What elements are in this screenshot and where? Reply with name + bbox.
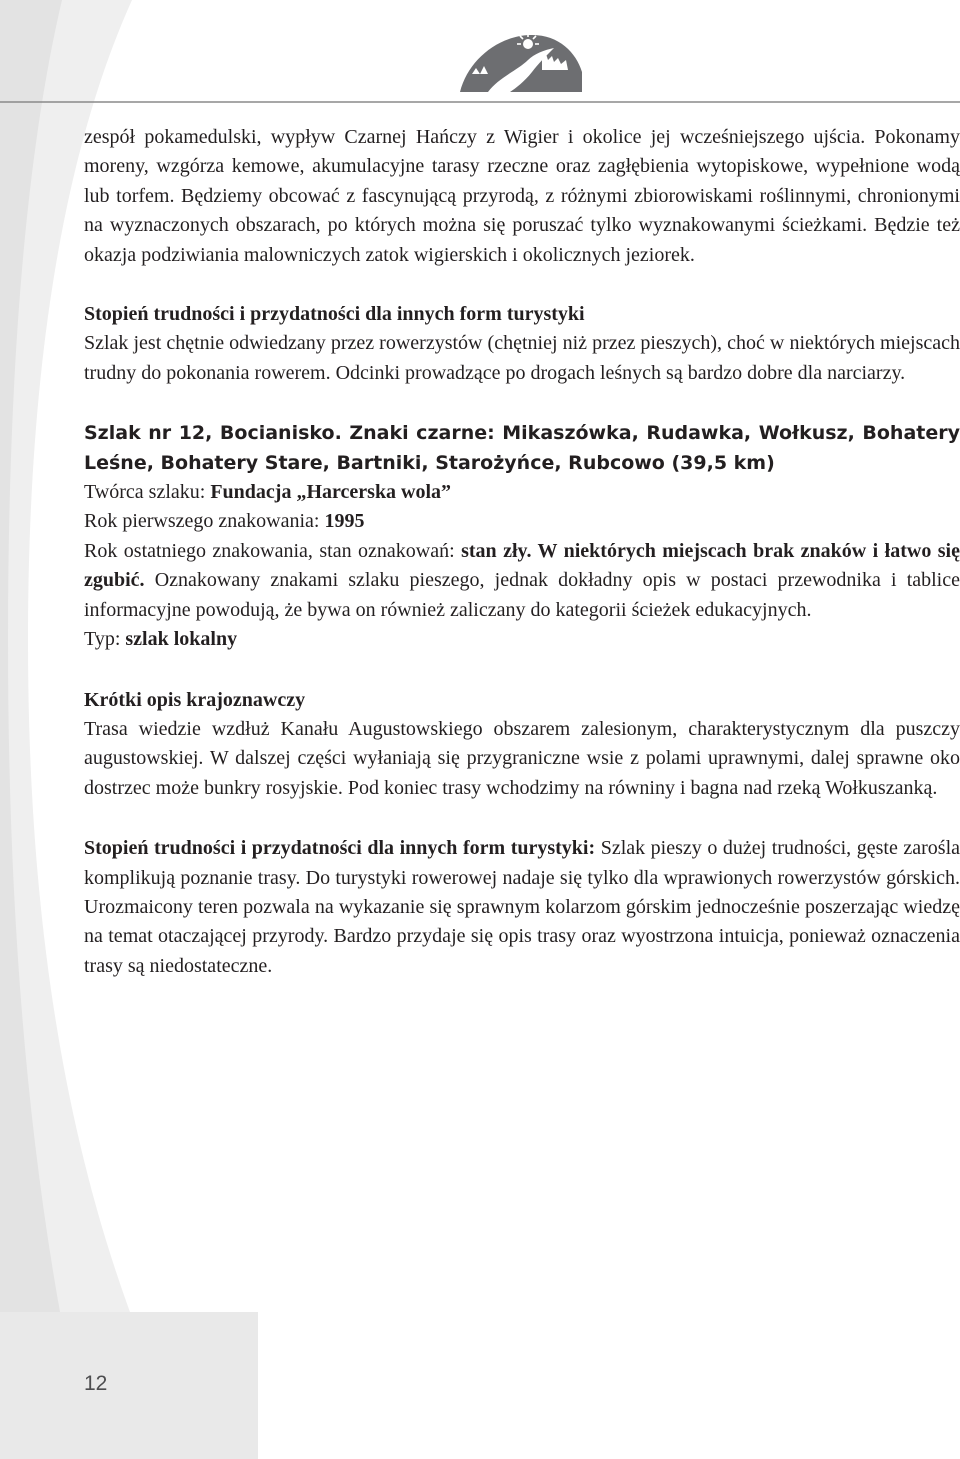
last-marking-label: Rok ostatniego znakowania, stan oznakowań: <box>84 539 462 562</box>
creator-value: Fundacja „Harcerska wola” <box>210 481 452 504</box>
landscape-trail-logo-icon <box>458 30 584 96</box>
difficulty-section-1 <box>84 300 960 388</box>
last-marking-value: stan zły. W niektórych miejscach brak znaków i łatwo się zgubić. <box>84 539 960 592</box>
short-description-section <box>84 686 960 804</box>
page-content <box>84 123 960 981</box>
difficulty-section-2 <box>84 834 960 981</box>
creator-label: Twórca szlaku: <box>84 481 211 504</box>
short-description-heading: Krótki opis krajoznawczy <box>84 688 306 711</box>
difficulty-text-2: Szlak pieszy o dużej trudności, gęste zarośla komplikują poznanie trasy. Do turystyki rowerowej nadaje się tylko dla wprawionych rowerzystów górskich. Urozmaicony teren pozwala na wykazanie się sprawnym kolarzom górskim jednocześnie poszerzając wiedzę na temat otaczającej przyrody. Bardzo przydaje się opis trasy oraz wyostrzona intuicja, ponieważ oznaczenia trasy są niedostateczne. <box>84 837 960 977</box>
last-marking-rest: Oznakowany znakami szlaku pieszego, jednak dokładny opis w postaci przewodnika i tablice informacyjne powodują, że bywa on również zaliczany do kategorii ścieżek edukacyjnych. <box>84 569 960 621</box>
first-marking-label: Rok pierwszego znakowania: <box>84 510 325 533</box>
first-marking-line <box>84 507 960 536</box>
difficulty-text-1: Szlak jest chętnie odwiedzany przez rowerzystów (chętniej niż przez pieszych), choć w niektórych miejscach trudny do pokonania rowerem. Odcinki prowadzące po drogach leśnych są bardzo dobre dla narciarzy. <box>84 332 960 384</box>
type-line <box>84 625 960 654</box>
difficulty-heading-2: Stopień trudności i przydatności dla innych form turystyki: <box>84 837 596 860</box>
page-number: 12 <box>84 1372 108 1395</box>
trail-heading: Szlak nr 12, Bocianisko. Znaki czarne: Mikaszówka, Rudawka, Wołkusz, Bohatery Leśne, Bohatery Stare, Bartniki, Starożyńce, Rubcowo (39,5 km) <box>84 422 960 474</box>
short-description-text: Trasa wiedzie wzdłuż Kanału Augustowskiego obszarem zalesionym, charakterystycznym dla puszczy augustowskiej. W dalszej części wyłaniają się przygraniczne wsie z polami uprawnymi, dalej sprawne oko dostrzec może bunkry rosyjskie. Pod koniec trasy wchodzimy na równiny i bagna nad rzeką Wołkuszanką. <box>84 717 960 799</box>
type-value: szlak lokalny <box>125 628 238 651</box>
type-label: Typ: <box>84 628 126 651</box>
difficulty-heading-1: Stopień trudności i przydatności dla innych form turystyki <box>84 303 585 326</box>
intro-paragraph: zespół pokamedulski, wypływ Czarnej Hańczy z Wigier i okolice jej wcześniejszego ujścia. Pokonamy moreny, wzgórza kemowe, akumulacyjne tarasy rzeczne oraz zagłębienia wytopiskowe, wypełnione wodą lub torfem. Będziemy obcować z fascynującą przyrodą, z różnymi zbiorowiskami roślinnymi, chronionymi na wyznaczonych obszarach, po których można się poruszać tylko wyznakowanymi ścieżkami. Będzie też okazja podziwiania malowniczych zatok wigierskich i okolicznych jeziorek. <box>84 126 960 266</box>
trail-section <box>84 419 960 654</box>
first-marking-value: 1995 <box>324 510 365 533</box>
last-marking-line <box>84 537 960 625</box>
creator-line <box>84 478 960 507</box>
